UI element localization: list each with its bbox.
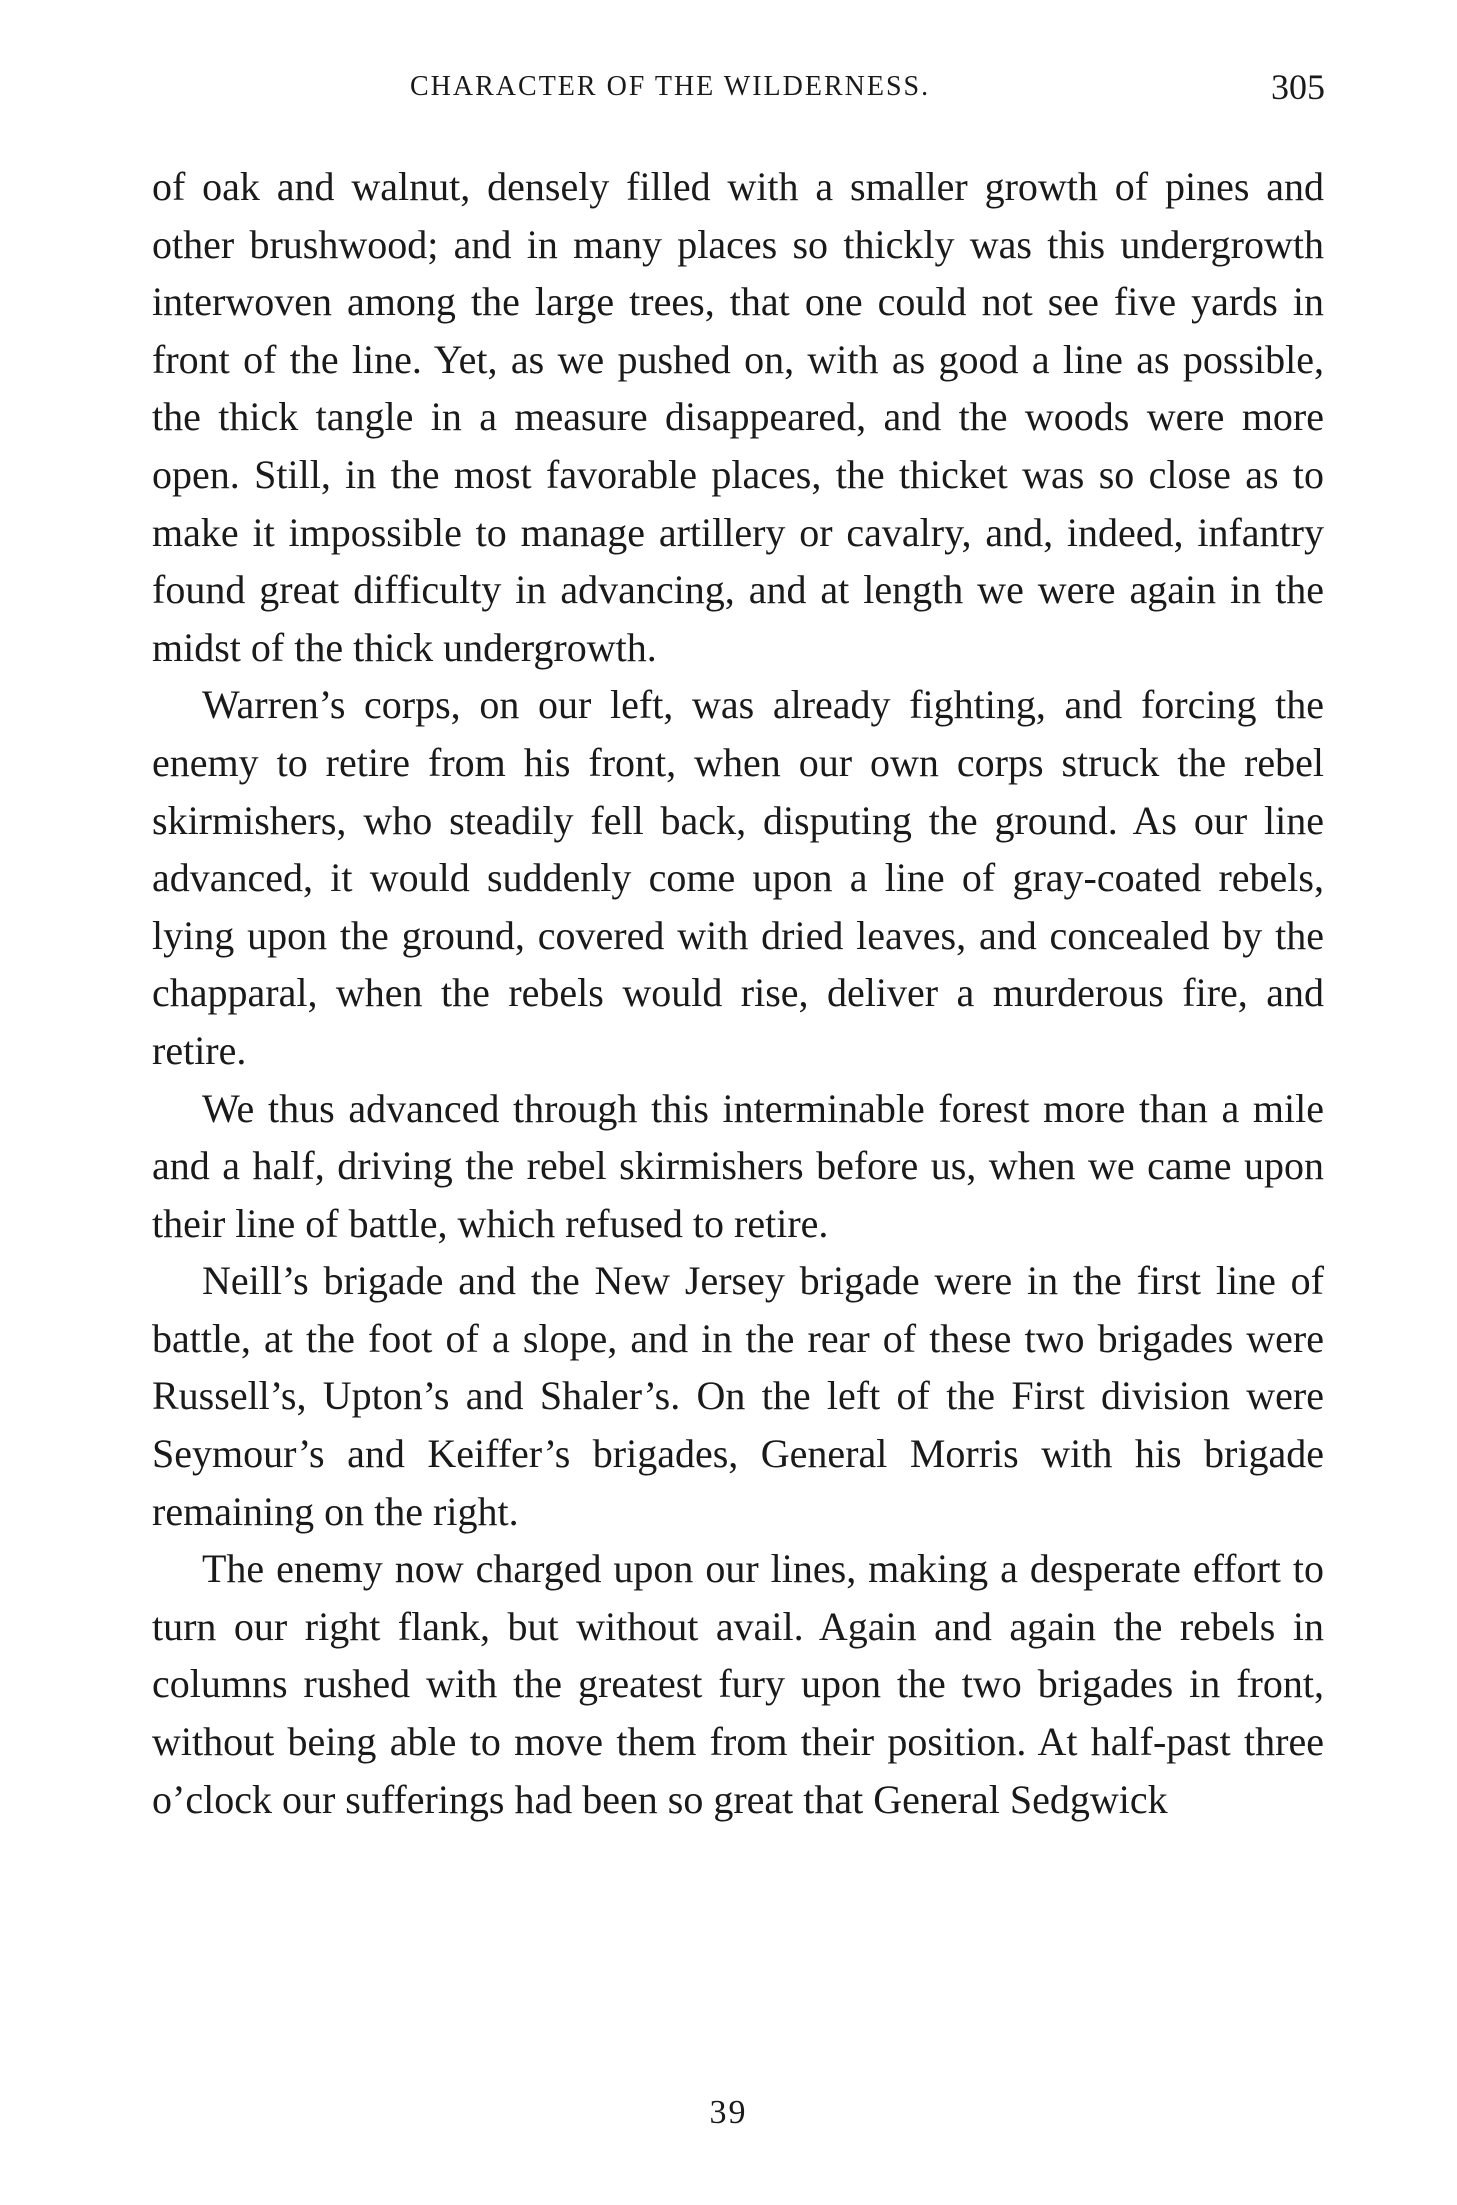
body-text xyxy=(152,158,1324,1828)
paragraph-enemy-charge: The enemy now charged upon our lines, making a desperate effort to turn our right flank, but without avail. Again and again the rebels in columns rushed with the greatest fury upon the two brigades in front, without being able to move them from their position. At half-past three o’clock our sufferings had been so great that General Sedgwick xyxy=(152,1546,1324,1822)
signature-mark: 39 xyxy=(709,2094,748,2131)
paragraph-continued: of oak and walnut, densely filled with a smaller growth of pines and other brushwood; and in many places so thickly was this undergrowth interwoven among the large trees, that one could not see five yards in front of the line. Yet, as we pushed on, with as good a line as possible, the thick tangle in a measure disappeared, and the woods were more open. Still, in the most favorable places, the thicket was so close as to make it impossible to manage artillery or cavalry, and, indeed, infantry found great difficulty in advancing, and at length we were again in the midst of the thick undergrowth. xyxy=(152,164,1324,670)
paragraph-advance-forest: We thus advanced through this interminable forest more than a mile and a half, driving the rebel skirmishers before us, when we came upon their line of battle, which refused to retire. xyxy=(152,1085,1324,1246)
paragraph-brigades: Neill’s brigade and the New Jersey brigade were in the first line of battle, at the foot of a slope, and in the rear of these two brigades were Russell’s, Upton’s and Shaler’s. On the left of the First division were Seymour’s and Keiffer’s brigades, General Morris with his brigade remaining on the right. xyxy=(152,1258,1324,1534)
running-head xyxy=(150,62,1325,112)
running-title: CHARACTER OF THE WILDERNESS. xyxy=(410,71,931,102)
paragraph-warrens-corps: Warren’s corps, on our left, was already fighting, and forcing the enemy to retire from his front, when our own corps struck the rebel skirmishers, who steadily fell back, disputing the ground. As our line advanced, it would suddenly come upon a line of gray-coated rebels, lying upon the ground, covered with dried leaves, and concealed by the chapparal, when the rebels would rise, deliver a murderous fire, and retire. xyxy=(152,682,1324,1073)
page-number: 305 xyxy=(1271,67,1325,107)
